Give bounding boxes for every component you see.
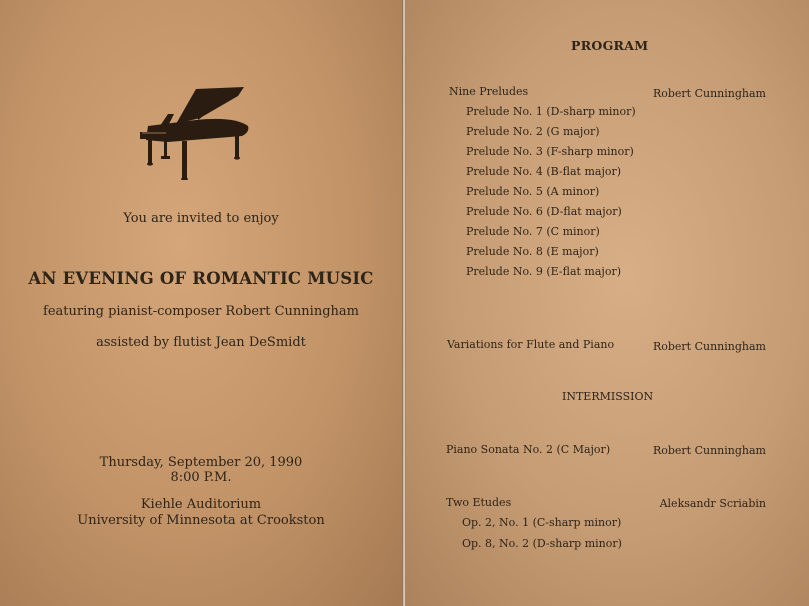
- movement-item: Prelude No. 4 (B-flat major): [466, 165, 622, 178]
- invitation-line: You are invited to enjoy: [123, 211, 279, 226]
- event-title: AN EVENING OF ROMANTIC MUSIC: [28, 269, 374, 288]
- piece-composer: Robert Cunningham: [652, 444, 766, 457]
- movement-item: Op. 8, No. 2 (D-sharp minor): [462, 537, 622, 550]
- piece-composer: Aleksandr Scriabin: [659, 497, 766, 510]
- movement-item: Prelude No. 8 (E major): [466, 245, 599, 258]
- movement-item: Prelude No. 2 (G major): [466, 125, 600, 138]
- movement-item: Prelude No. 7 (C minor): [466, 225, 600, 238]
- event-time: 8:00 P.M.: [170, 470, 232, 485]
- featuring-line: featuring pianist-composer Robert Cunningham: [43, 304, 359, 319]
- piece-title: Two Etudes: [446, 496, 512, 509]
- piece-composer: Robert Cunningham: [652, 87, 766, 100]
- movement-item: Prelude No. 1 (D-sharp minor): [466, 105, 636, 118]
- grand-piano-icon: [138, 86, 250, 180]
- piece-title: Nine Preludes: [449, 85, 529, 98]
- event-venue: Kiehle Auditorium: [140, 497, 262, 512]
- event-institution: University of Minnesota at Crookston: [77, 513, 325, 528]
- piece-title: Piano Sonata No. 2 (C Major): [446, 443, 611, 456]
- assisted-line: assisted by flutist Jean DeSmidt: [96, 335, 306, 350]
- movement-item: Prelude No. 5 (A minor): [466, 185, 600, 198]
- invitation-page: [0, 0, 402, 606]
- piece-title: Variations for Flute and Piano: [447, 338, 615, 351]
- program-heading: PROGRAM: [571, 38, 649, 53]
- movement-item: Op. 2, No. 1 (C-sharp minor): [462, 516, 622, 529]
- movement-item: Prelude No. 3 (F-sharp minor): [466, 145, 634, 158]
- intermission-label: INTERMISSION: [562, 390, 654, 403]
- program-page: [406, 0, 809, 606]
- piece-composer: Robert Cunningham: [652, 340, 766, 353]
- movement-item: Prelude No. 9 (E-flat major): [466, 265, 621, 278]
- movement-item: Prelude No. 6 (D-flat major): [466, 205, 622, 218]
- event-date: Thursday, September 20, 1990: [99, 455, 303, 470]
